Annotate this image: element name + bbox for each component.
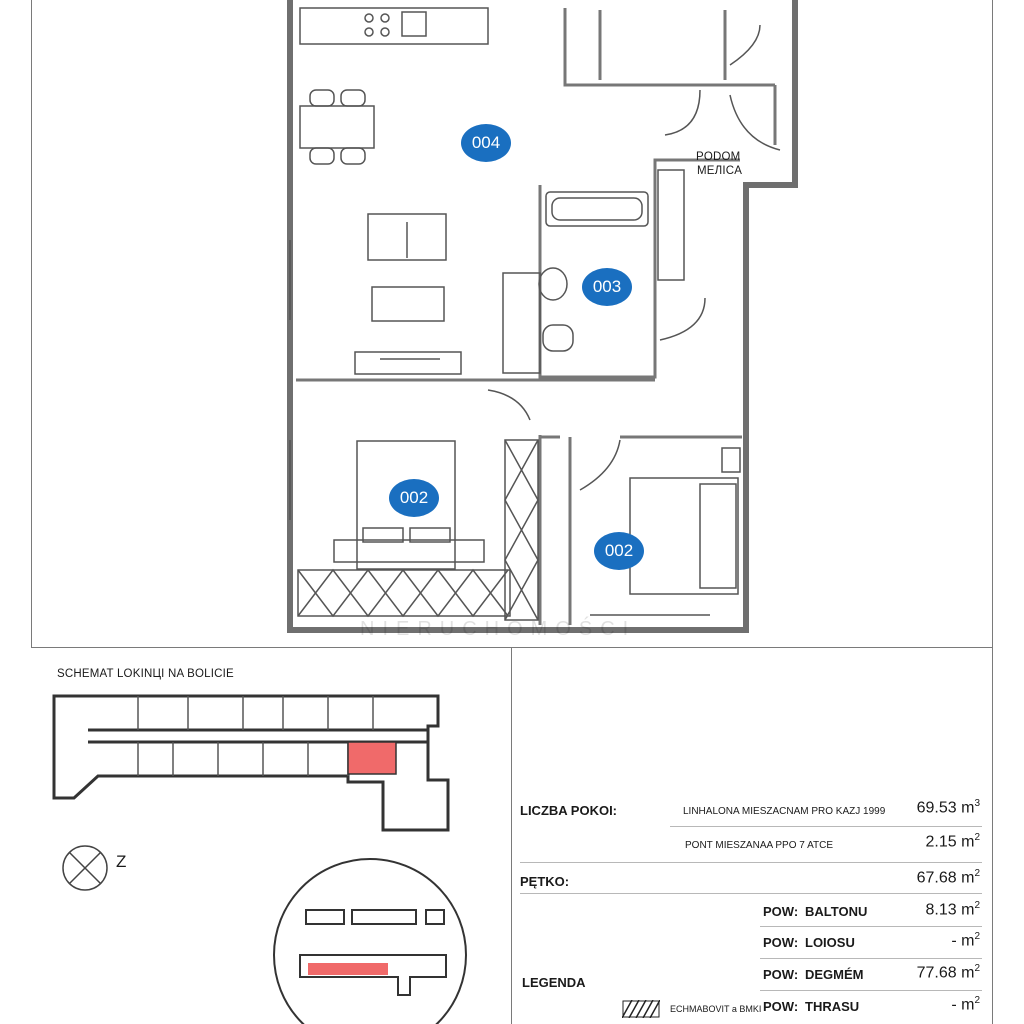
row1-value: 69.53 $m^3$ xyxy=(916,798,980,817)
pow3-value: 77.68 $m^2$ xyxy=(916,963,980,982)
rooms-label: LICZBA POKOI: xyxy=(520,803,618,818)
row1-desc: LINHALONA MIESZACNAM PRO KAZJ 1999 xyxy=(683,806,886,817)
building-schema xyxy=(48,690,458,840)
row2-line xyxy=(520,862,982,863)
row4-line xyxy=(760,926,982,927)
legend-item-text: ECHMABOVIT a BMKI xyxy=(670,1004,762,1014)
pow3-label: POW: xyxy=(763,967,799,982)
row3-line xyxy=(520,893,982,894)
pow2-name: LOIOSU xyxy=(805,935,855,950)
floor-label: PĘTKO: xyxy=(520,874,570,889)
room-badge-004: 004 xyxy=(461,124,511,162)
pow4-label: POW: xyxy=(763,999,799,1014)
legend-label: LEGENDA xyxy=(522,975,586,990)
legend-hatch-icon xyxy=(622,1000,660,1018)
schema-title: SCHEMAT LOKINЦI NA BOLICIE xyxy=(57,668,234,680)
row2-desc: PONT MIESZANAA PPO 7 ATCE xyxy=(685,840,834,851)
compass-letter: Z xyxy=(116,852,127,871)
pow2-label: POW: xyxy=(763,935,799,950)
floor-value: 67.68 $m^2$ xyxy=(916,868,980,887)
pow4-value: - $m^2$ xyxy=(951,995,980,1014)
pow1-value: 8.13 $m^2$ xyxy=(925,900,980,919)
pow2-value: - $m^2$ xyxy=(951,931,980,950)
site-plan-circle xyxy=(270,855,470,1024)
pow1-name: BALTONU xyxy=(805,904,868,919)
room-badge-002-a: 002 xyxy=(389,479,439,517)
pow4-name: THRASU xyxy=(805,999,860,1014)
compass-icon xyxy=(60,843,110,893)
hall-label-line1: PODOM xyxy=(696,151,741,163)
row5-line xyxy=(760,958,982,959)
watermark: NIERUCHOMOŚCI xyxy=(360,618,637,640)
row2-value: 2.15 $m^2$ xyxy=(925,832,980,851)
pow1-label: POW: xyxy=(763,904,799,919)
room-badge-002-b: 002 xyxy=(594,532,644,570)
room-badge-003: 003 xyxy=(582,268,632,306)
pow3-name: DEGMÉM xyxy=(805,967,864,982)
hall-label-line2: MEЛICA xyxy=(697,165,743,177)
row6-line xyxy=(760,990,982,991)
row1-line xyxy=(670,826,982,827)
